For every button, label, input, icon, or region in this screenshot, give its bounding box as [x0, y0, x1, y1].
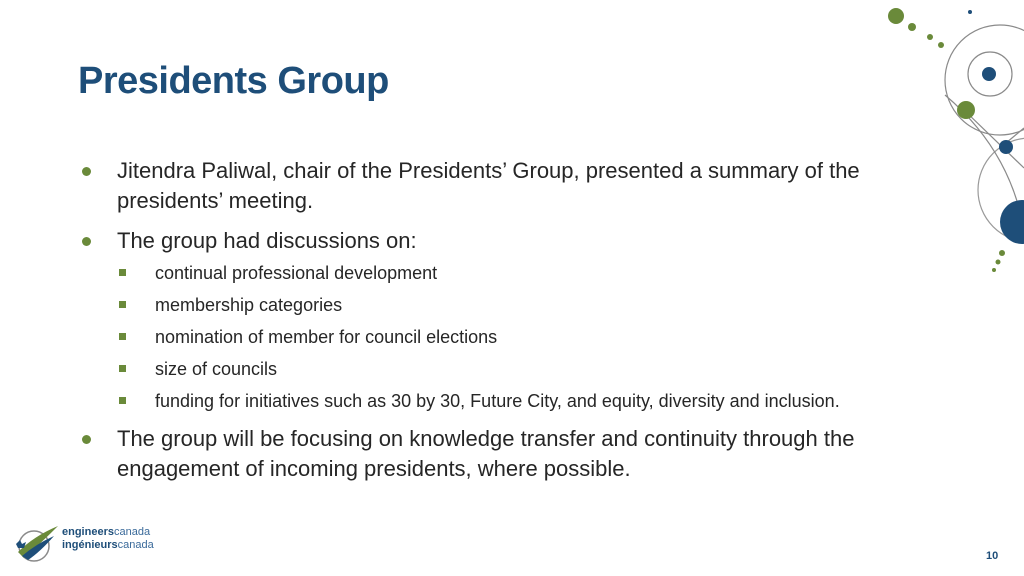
sub-bullet-item — [80, 260, 960, 286]
bullet-text: Jitendra Paliwal, chair of the Presidents’ Group, presented a summary of the presidents’ meeting. — [117, 158, 860, 213]
sub-bullet-text: continual professional development — [155, 263, 438, 283]
square-bullet-icon — [119, 301, 126, 308]
bullet-dot-icon — [82, 435, 91, 444]
sub-bullet-item — [80, 324, 960, 350]
sub-bullet-text: size of councils — [155, 359, 278, 379]
square-bullet-icon — [119, 365, 126, 372]
sub-bullet-list — [117, 260, 960, 414]
sub-bullet-item — [80, 292, 960, 318]
bullet-dot-icon — [82, 237, 91, 246]
bullet-item — [80, 424, 960, 484]
bullet-text: The group had discussions on: — [117, 228, 417, 253]
bullet-item — [80, 226, 960, 414]
page-number: 10 — [986, 550, 999, 562]
bullet-text: The group will be focusing on knowledge transfer and continuity through the engagement of incoming presidents, where possible. — [117, 426, 855, 481]
bullet-dot-icon — [82, 167, 91, 176]
bullet-item — [80, 156, 960, 216]
square-bullet-icon — [119, 269, 126, 276]
square-bullet-icon — [119, 333, 126, 340]
logo-text-english: engineerscanada — [62, 526, 151, 538]
square-bullet-icon — [119, 397, 126, 404]
sub-bullet-text: nomination of member for council elections — [155, 327, 498, 347]
logo-swoosh-icon — [14, 522, 60, 564]
sub-bullet-item — [80, 356, 960, 382]
logo-text-french: ingénieurscanada — [62, 539, 154, 551]
engineers-canada-logo — [14, 522, 194, 568]
sub-bullet-text: funding for initiatives such as 30 by 30, Future City, and equity, diversity and inclusion. — [155, 391, 840, 411]
page-title: Presidents Group — [78, 60, 389, 102]
bullet-list — [80, 156, 960, 494]
sub-bullet-item — [80, 388, 960, 414]
sub-bullet-text: membership categories — [155, 295, 343, 315]
